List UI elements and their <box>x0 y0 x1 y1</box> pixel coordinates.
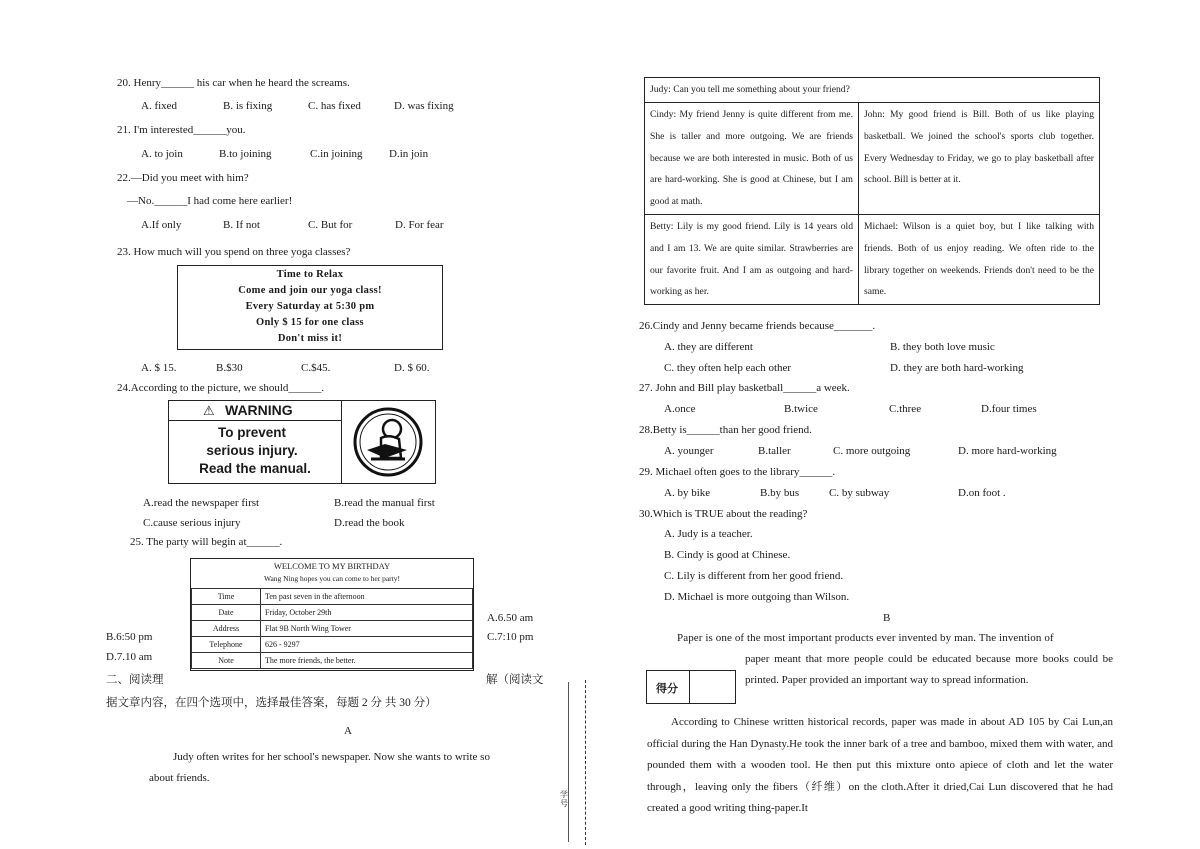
invitation-row <box>192 653 473 669</box>
betty-cell: Betty: Lily is my good friend. Lily is 14 years old and I am 13. We are quite similar. Strawberries are our favorite fruit. And I am as outgoing and hard-working as her. <box>645 214 859 304</box>
passage-a-label: A <box>344 725 352 737</box>
q26-stem: 26.Cindy and Jenny became friends because_______. <box>639 320 876 332</box>
q21-stem: 21. I'm interested______you. <box>117 124 246 136</box>
q24-option-a[interactable]: A.read the newspaper first <box>143 497 260 509</box>
q27-option-a[interactable]: A.once <box>664 403 696 415</box>
q27-stem: 27. John and Bill play basketball______a week. <box>639 382 850 394</box>
invitation-row-value: Friday, October 29th <box>261 605 473 621</box>
q22-reply: —No.______I had come here earlier! <box>127 195 293 207</box>
section-heading-left: 二、阅读理 <box>106 674 164 686</box>
passage-b-label: B <box>883 612 891 624</box>
invitation-row-key: Telephone <box>192 637 261 653</box>
q22-option-a[interactable]: A.If only <box>141 219 182 231</box>
invitation-row <box>192 621 473 637</box>
q23-option-d[interactable]: D. $ 60. <box>394 362 430 374</box>
manual-reading-icon <box>345 406 431 478</box>
q25-stem: 25. The party will begin at______. <box>130 536 283 548</box>
student-number-label: 学号 <box>560 790 568 808</box>
q25-option-c[interactable]: C.7:10 pm <box>487 631 534 643</box>
friends-reading-table <box>644 77 1100 305</box>
birthday-invitation <box>190 558 474 671</box>
michael-cell: Michael: Wilson is a quiet boy, but I like talking with friends. Both of us enjoy reading. We often ride to the library together on weekends. Friends don't need to be the same. <box>859 214 1100 304</box>
warning-sign <box>168 400 436 484</box>
warning-header <box>169 401 341 421</box>
q29-option-d[interactable]: D.on foot . <box>958 487 1006 499</box>
invitation-table <box>191 588 473 669</box>
warning-divider <box>341 401 342 483</box>
q20-stem: 20. Henry______ his car when he heard the screams. <box>117 77 350 89</box>
q22-option-b[interactable]: B. If not <box>223 219 260 231</box>
invitation-subtitle: Wang Ning hopes you can come to her party! <box>263 574 401 583</box>
yoga-ad-line: Don't miss it! <box>277 333 343 344</box>
q21-option-c[interactable]: C.in joining <box>310 148 363 160</box>
yoga-ad-line: Come and join our yoga class! <box>238 285 382 296</box>
binding-line <box>585 680 586 845</box>
q23-option-c[interactable]: C.$45. <box>301 362 331 374</box>
q20-option-c[interactable]: C. has fixed <box>308 100 361 112</box>
invitation-row-key: Address <box>192 621 261 637</box>
q26-option-d[interactable]: D. they are both hard-working <box>890 362 1024 374</box>
table-header: Judy: Can you tell me something about your friend? <box>645 78 1100 103</box>
invitation-row <box>192 605 473 621</box>
warning-line: serious injury. <box>206 443 298 458</box>
q28-option-b[interactable]: B.taller <box>758 445 791 457</box>
q30-option-b[interactable]: B. Cindy is good at Chinese. <box>664 549 791 561</box>
warning-line: To prevent <box>217 425 286 440</box>
q22-option-c[interactable]: C. But for <box>308 219 353 231</box>
invitation-title: WELCOME TO MY BIRTHDAY <box>273 561 391 571</box>
q29-option-b[interactable]: B.by bus <box>760 487 800 499</box>
section-heading-right: 解（阅读文 <box>486 674 544 686</box>
q28-option-d[interactable]: D. more hard-working <box>958 445 1057 457</box>
yoga-ad <box>177 265 443 350</box>
q24-option-d[interactable]: D.read the book <box>334 517 405 529</box>
q21-option-a[interactable]: A. to join <box>141 148 183 160</box>
invitation-row <box>192 589 473 605</box>
passage-a-line: Judy often writes for her school's newspaper. Now she wants to write so <box>173 751 490 763</box>
john-cell: John: My good friend is Bill. Both of us like playing basketball. We joined the school's sports club together. Every Wednesday to Friday, we go to play basketball after school. Bill is better at it. <box>859 103 1100 215</box>
invitation-row-value: Flat 9B North Wing Tower <box>261 621 473 637</box>
warning-icon: ⚠ <box>203 403 215 418</box>
binding-line-solid <box>568 682 569 842</box>
score-entry-field[interactable] <box>691 673 733 701</box>
q28-stem: 28.Betty is______than her good friend. <box>639 424 812 436</box>
q30-option-d[interactable]: D. Michael is more outgoing than Wilson. <box>664 591 850 603</box>
q26-option-c[interactable]: C. they often help each other <box>664 362 792 374</box>
warning-line: Read the manual. <box>199 461 311 476</box>
q26-option-b[interactable]: B. they both love music <box>890 341 995 353</box>
score-box <box>646 670 736 704</box>
q29-stem: 29. Michael often goes to the library______. <box>639 466 836 478</box>
passage-b-paragraph-1: paper meant that more people could be educated because more books could be printed. Paper provided an important way to spread information. <box>745 653 1113 686</box>
q28-option-a[interactable]: A. younger <box>664 445 714 457</box>
invitation-row-key: Note <box>192 653 261 669</box>
yoga-ad-line: Every Saturday at 5:30 pm <box>245 301 375 312</box>
q21-option-d[interactable]: D.in join <box>389 148 429 160</box>
invitation-row <box>192 637 473 653</box>
q23-stem: 23. How much will you spend on three yoga classes? <box>117 246 351 258</box>
q27-option-b[interactable]: B.twice <box>784 403 818 415</box>
score-label-cell <box>647 671 690 703</box>
q30-stem: 30.Which is TRUE about the reading? <box>639 508 808 520</box>
passage-b-paragraph-2: According to Chinese written historical records, paper was made in about AD 105 by Cai Lun,an official during the Han Dynasty.He took the inner bark of a tree and bamboo, mixed them with water, and pounded them with a wooden tool. He then put this mixture onto apiece of cloth and let the water through，leaving only the fibers（纤维）on the cloth.After it dried,Cai Lun discovered that he had created a good writing thing-paper.It <box>647 716 1113 814</box>
q24-stem: 24.According to the picture, we should______. <box>117 382 325 394</box>
q22-option-d[interactable]: D. For fear <box>395 219 444 231</box>
bleed-through <box>420 270 423 281</box>
passage-b-first-line: Paper is one of the most important products ever invented by man. The invention of <box>677 632 1054 644</box>
warning-title: WARNING <box>225 402 293 418</box>
section-instructions: 据文章内容，在四个选项中，选择最佳答案，每题 2 分 共 30 分） <box>106 697 437 709</box>
q20-option-a[interactable]: A. fixed <box>141 100 178 112</box>
q28-option-c[interactable]: C. more outgoing <box>833 445 911 457</box>
passage-a-line: about friends. <box>149 772 210 784</box>
q24-option-c[interactable]: C.cause serious injury <box>143 517 241 529</box>
invitation-row-value: The more friends, the better. <box>261 653 473 669</box>
q25-option-b[interactable]: B.6:50 pm <box>106 631 153 643</box>
yoga-ad-line: Only $ 15 for one class <box>256 317 364 328</box>
q27-option-c[interactable]: C.three <box>889 403 922 415</box>
q23-option-b[interactable]: B.$30 <box>216 362 243 374</box>
invitation-row-key: Date <box>192 605 261 621</box>
q29-option-c[interactable]: C. by subway <box>829 487 890 499</box>
q27-option-d[interactable]: D.four times <box>981 403 1037 415</box>
invitation-row-value: 626 - 9297 <box>261 637 473 653</box>
q24-option-b[interactable]: B.read the manual first <box>334 497 435 509</box>
q29-option-a[interactable]: A. by bike <box>664 487 711 499</box>
q23-option-a[interactable]: A. $ 15. <box>141 362 177 374</box>
q30-option-a[interactable]: A. Judy is a teacher. <box>664 528 753 540</box>
q20-option-b[interactable]: B. is fixing <box>223 100 273 112</box>
q30-option-c[interactable]: C. Lily is different from her good friend. <box>664 570 844 582</box>
q25-option-a[interactable]: A.6.50 am <box>487 612 534 624</box>
q26-option-a[interactable]: A. they are different <box>664 341 753 353</box>
invitation-row-value: Ten past seven in the afternoon <box>261 589 473 605</box>
score-label: 得分 <box>656 683 678 695</box>
q20-option-d[interactable]: D. was fixing <box>394 100 454 112</box>
cindy-cell: Cindy: My friend Jenny is quite different from me. She is taller and more outgoing. We are friends because we are both interested in music. Both of us are hard-working. She is good at Chinese, but I am good at math. <box>645 103 859 215</box>
q22-stem: 22.—Did you meet with him? <box>117 172 249 184</box>
yoga-ad-title: Time to Relax <box>276 269 344 280</box>
q21-option-b[interactable]: B.to joining <box>219 148 272 160</box>
invitation-row-key: Time <box>192 589 261 605</box>
q25-option-d[interactable]: D.7.10 am <box>106 651 153 663</box>
